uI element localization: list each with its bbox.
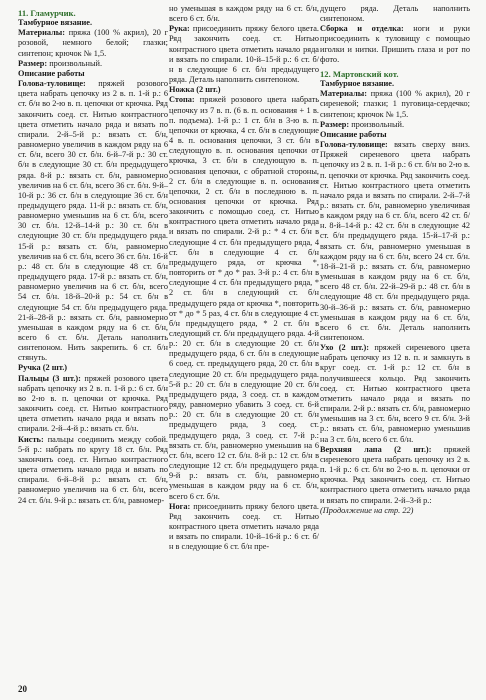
column-1 xyxy=(18,4,168,506)
column-3 xyxy=(320,4,470,516)
pattern-subtitle: Тамбурное вязание. xyxy=(18,18,93,28)
palm-instructions: Кисть: пальцы соединить между собой. 5-й р.: набрать по кругу 18 ст. б/н. Ряд закончить соед. ст. Нитью контрастного цвета отметить начало ряда и вязать по спирали. 6-й–8-й р.: вязать ст. б/н, равномерно увеличив на 6 ст. б/н, всего 24 ст. б/н. 9-й р.: вязать ст. б/н, равномер- xyxy=(18,434,168,505)
ear-instructions: Ухо (2 шт.): пряжей сиреневого цвета набрать цепочку из 12 в. п. и замкнуть в круг соед. ст. 1-й р.: 12 ст. б/н в получившееся кольцо. Ряд закончить соед. ст. Нитью контрастного цвета отметить начало ряда и вязать по спирали. 2-й р.: вязать ст. б/н, равномерно уменьшив на 3 ст. б/н, всего 9 ст. б/н. 3-й р.: вязать ст. б/н, равномерно уменьшив на 3 ст. б/н, всего 6 ст. б/н. xyxy=(320,343,470,444)
size-paragraph: Размер: произвольный. xyxy=(320,119,405,129)
leg-instructions: Нога: присоединить пряжу белого цвета. Ряд закончить соед. ст. Нитью контрастного цвета отметить начало ряда и вязать по спирали. 10-й–16-й р.: 6 ст. б/н в следующие 6 ст. б/н пре- xyxy=(169,501,319,552)
arm-instructions: Рука: присоединить пряжу белого цвета. Ряд закончить соед. ст. Нитью контрастного цвета отметить начало ряда и вязать по спирали. 10-й–15-й р.: 6 ст. б/н в следующие 6 ст. б/н предыдущего ряда. Деталь наполнить синтепоном. xyxy=(169,24,319,85)
size-paragraph: Размер: произвольный. xyxy=(18,58,103,68)
continued-text: дущего ряда. Деталь наполнить синтепоном. xyxy=(320,4,470,24)
materials-paragraph: Материалы: пряжа (100 % акрил), 20 г сиреневой; глазки; 1 пуговица-сердечко; синтепон; крючок № 1,5. xyxy=(320,89,470,119)
legs-heading: Ножка (2 шт.) xyxy=(169,85,221,95)
hands-heading: Ручка (2 шт.) xyxy=(18,363,68,373)
pattern-title: 11. Гламурчик. xyxy=(18,8,76,18)
body-instructions: Голова-туловище: пряжей розового цвета набрать цепочку из 2 в. п. 1-й р.: 6 ст. б/н во 2-ю в. п. цепочки от крючка. Ряд закончить соед. ст. Нитью контрастного цвета отметить начало ряда и вязать по спирали. 2-й–5-й р.: вязать ст. б/н, равномерно увеличив в каждом ряду на 6 ст. б/н, всего 30 ст. б/н. 6-й–7-й р.: 30 ст. б/н в следующие 30 ст. б/н предыдущего ряда. 8-й р.: вязать ст. б/н, равномерно увеличив на 6 ст. б/н, всего 36 ст. б/н. 9-й–10-й р.: 36 ст. б/н в следующие 36 ст. б/н предыдущего ряда. 11-й р.: вязать ст. б/н, равномерно уменьшив на 6 ст. б/н, всего 30 ст. б/н. 12-й–14-й р.: 30 ст. б/н в следующие 30 ст. б/н предыдущего ряда. 15-й р.: вязать ст. б/н, равномерно увеличив на 6 ст. б/н, всего 36 ст. б/н. 16-й р.: 48 ст. б/н в следующие 48 ст. б/н предыдущего ряда. 17-й р.: вязать ст. б/н, равномерно увеличив на 6 ст. б/н, всего 54 ст. б/н. 18-й–20-й р.: 54 ст. б/н в следующие 54 ст. б/н предыдущего ряда. 21-й–28-й р.: вязать ст. б/н, равномерно уменьшая в каждом ряду на 6 ст. б/н, всего 6 ст. б/н. Деталь наполнить синтепоном. Нить закрепить. 6 ст. б/н стянуть. xyxy=(18,79,168,363)
assembly-instructions: Сборка и отделка: ноги и руки присоединить к туловищу с помощью иголки и нитки. Пришить глаза и рот по фото. xyxy=(320,24,470,64)
continued-text: но уменьшая в каждом ряду на 6 ст. б/н, всего 6 ст. б/н. xyxy=(169,4,319,24)
description-heading: Описание работы xyxy=(18,68,85,78)
fingers-instructions: Пальцы (3 шт.): пряжей розового цвета набрать цепочку из 2 в. п. 1-й р.: 6 ст. б/н во 2-ю в. п. цепочки от крючка. Ряд закончить соед. ст. Нитью контрастного цвета отметить начало ряда и вязать по спирали. 2-й–4-й р.: вязать ст. б/н. xyxy=(18,373,168,434)
continued-note: (Продолжение на стр. 22) xyxy=(320,505,414,515)
body-instructions: Голова-туловище: вязать сверху вниз. Пряжей сиреневого цвета набрать цепочку из 2 в. п. 1-й р.: 6 ст. б/н во 2-ю в. п. цепочки от крючка. Ряд закончить соед. ст. Нитью контрастного цвета отметить начало ряда и вязать по спирали. 2-й–7-й р.: вязать ст. б/н, равномерно увеличивая в каждом ряду на 6 ст. б/н, всего 42 ст. б/н. 8-й–14-й р.: 42 ст. б/н в следующие 42 ст. б/н предыдущего ряда. 15-й–17-й р.: вязать ст. б/н, равномерно уменьшая в каждом ряду на 6 ст. б/н, всего 24 ст. б/н. 18-й–21-й р.: вязать ст. б/н, равномерно уменьшая в каждом ряду на 6 ст. б/н, всего 48 ст. б/н. 22-й–29-й р.: 48 ст. б/н в следующие 48 ст. б/н предыдущего ряда. 30-й–36-й р.: вязать ст. б/н, равномерно уменьшая в каждом ряду на 6 ст. б/н, всего 6 ст. б/н. Деталь наполнить синтепоном. xyxy=(320,140,470,342)
foot-instructions: Стопа: пряжей розового цвета набрать цепочку из 7 в. п. (6 в. п. основания + 1 в. п. подъема). 1-й р.: 1 ст. б/н в 3-ю в. п. цепочки от крючка, 4 ст. б/н в следующие 4 в. п. основания цепочки, 3 ст. б/н в следующую в. п. основания цепочки от крючка, 3 ст. б/н в следующую в. п. основания цепочки, с обратной стороны, 2 ст. б/н в следующие в. п. основания цепочки, 2 ст. б/н в последнюю в. п. основания цепочки от крючка. Ряд закончить с помощью соед. ст. Нитью контрастного цвета отметить начало ряда и вязать по спирали. 2-й р.: * 4 ст. б/н в следующие 4 ст. б/н предыдущего ряда, 4 ст. б/н в следующие 4 ст. б/н предыдущего ряда, от крючка *, повторить от * до * раз. 3-й р.: 4 ст. б/н в следующие 4 ст. б/н предыдущего ряда, * 2 ст. б/н в следующий ст. б/н предыдущего ряда от крючка *, повторить от * до * 5 раз, 4 ст. б/н в следующие 4 ст. б/н предыдущего ряда, * 2 ст. б/н в следующий ст. б/н предыдущего ряда. 4-й р.: 20 ст. б/н в следующие 20 ст. б/н предыдущего ряда, 6 ст. б/н в следующие 6 соед. ст. предыдущего ряда, 20 ст. б/н в следующие 20 ст. б/н предыдущего ряда. 5-й р.: 20 ст. б/н в следующие 20 ст. б/н предыдущего ряда, 3 соед. ст. в каждом ряду, равномерно убавить 3 соед. ст. 6-й р.: 20 ст. б/н в следующие 20 ст. б/н предыдущего ряда, 3 соед. ст. предыдущего ряда, 3 соед. ст. 7-й р.: вязать ст. б/н, равномерно уменьшив на 6 ст. б/н, всего 12 ст. б/н. 8-й р.: 12 ст. б/н в следующие 12 ст. б/н предыдущего ряда. 9-й р.: вязать ст. б/н, равномерно уменьшая в каждом ряду на 6 ст. б/н, всего 6 ст. б/н. xyxy=(169,95,319,501)
paw-instructions: Верхняя лапа (2 шт.): пряжей сиреневого цвета набрать цепочку из 2 в. п. 1-й р.: 6 ст. б/н во 2-ю в. п. цепочки от крючка. Ряд закончить соед. ст. Нитью контрастного цвета отметить начало ряда и вязать по спирали. 2-й–3-й р.: xyxy=(320,444,470,505)
page-number: 20 xyxy=(18,684,27,694)
pattern-title: 12. Мартовский кот. xyxy=(320,68,399,79)
materials-paragraph: Материалы: пряжа (100 % акрил), 20 г розовой, немного белой; глазки; синтепон; крючок № 1,5. xyxy=(18,28,168,58)
pattern-subtitle: Тамбурное вязание. xyxy=(320,79,395,89)
column-2 xyxy=(169,4,319,552)
description-heading: Описание работы xyxy=(320,129,387,139)
